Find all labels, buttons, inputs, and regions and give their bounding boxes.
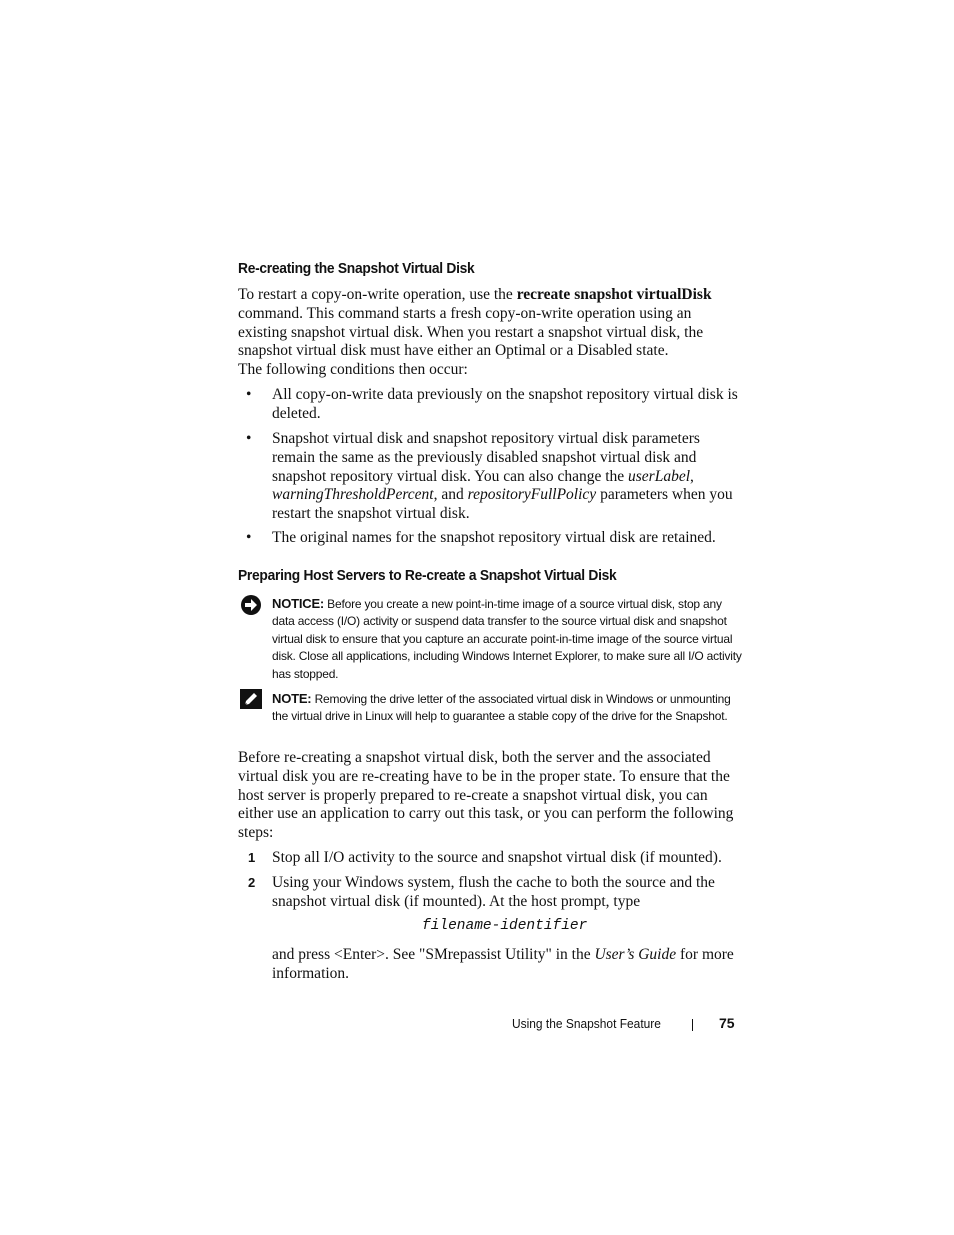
footer-divider	[692, 1019, 693, 1031]
section-heading-preparing: Preparing Host Servers to Re-create a Snapshot Virtual Disk	[238, 567, 617, 584]
footer-chapter-title: Using the Snapshot Feature	[512, 1016, 661, 1031]
step-item: Stop all I/O activity to the source and snapshot virtual disk (if mounted).	[272, 849, 722, 866]
conditions-line: The following conditions then occur:	[238, 361, 468, 378]
bullet2-sep2: , and	[433, 486, 468, 504]
param-userlabel: userLabel	[628, 467, 691, 485]
bullet-item-deleted: All copy-on-write data previously on the snapshot repository virtual disk is deleted.	[272, 386, 738, 422]
pencil-note-icon	[240, 689, 262, 714]
users-guide-ref: User’s Guide	[594, 946, 677, 963]
note-label: NOTE:	[272, 691, 312, 706]
param-warning-threshold: warningThresholdPercent	[272, 486, 434, 504]
code-filename-identifier: filename-identifier	[422, 918, 588, 934]
bullet2-text-pre: Snapshot virtual disk and snapshot repository virtual disk parameters remain the same as the previously disabled snapshot virtual disk and snapshot repository virtual disk. You can also change the	[272, 430, 700, 485]
page-number: 75	[719, 1015, 735, 1031]
notice-label: NOTICE:	[272, 596, 325, 611]
followup-text-pre: and press <Enter>. See "SMrepassist Utility" in the	[272, 946, 595, 963]
bullet-item-parameters	[272, 430, 738, 524]
step-number: 1	[248, 850, 256, 865]
bullet2-text-post: parameters when you restart the snapshot virtual disk.	[272, 486, 733, 523]
step-followup	[272, 946, 738, 984]
bullet-marker: •	[246, 386, 252, 403]
intro-text-post: command. This command starts a fresh copy-on-write operation using an existing snapshot virtual disk. When you restart a snapshot virtual disk, the snapshot virtual disk must have either an Optimal or a Disabled state.	[238, 304, 704, 360]
bullet-marker: •	[246, 430, 252, 447]
note-block	[272, 690, 742, 726]
notice-block	[272, 595, 742, 683]
bullet2-sep1: ,	[690, 467, 694, 485]
step-number: 2	[248, 875, 256, 890]
intro-text-pre: To restart a copy-on-write operation, use the	[238, 286, 517, 303]
followup-text-post: for more information.	[272, 946, 734, 982]
note-text: Removing the drive letter of the associated virtual disk in Windows or unmounting the virtual drive in Linux will help to guarantee a stable copy of the drive for the Snapshot.	[272, 692, 731, 724]
notice-icon	[240, 594, 262, 621]
section-heading-recreating: Re-creating the Snapshot Virtual Disk	[238, 260, 475, 277]
prepare-paragraph: Before re-creating a snapshot virtual disk, both the server and the associated virtual disk you are re-creating have to be in the proper state. To ensure that the host server is properly prepared to re-create a snapshot virtual disk, you can either use an application to carry out this task, or you can perform the following steps:	[238, 749, 734, 842]
intro-paragraph	[238, 286, 738, 361]
command-name: recreate snapshot virtualDisk	[516, 286, 712, 303]
notice-text: Before you create a new point-in-time image of a source virtual disk, stop any data access (I/O) activity or suspend data transfer to the source virtual disk and snapshot virtual disk to ensure that you capture an accurate point-in-time image of the source virtual disk. Close all applications, including Windows Internet Explorer, to make sure all I/O activity has stopped.	[272, 597, 742, 681]
bullet-marker: •	[246, 529, 252, 546]
step-item: Using your Windows system, flush the cache to both the source and the snapshot virtual disk (if mounted). At the host prompt, type	[272, 874, 715, 910]
bullet-item-names: The original names for the snapshot repository virtual disk are retained.	[272, 529, 716, 546]
param-repository-policy: repositoryFullPolicy	[467, 486, 597, 504]
